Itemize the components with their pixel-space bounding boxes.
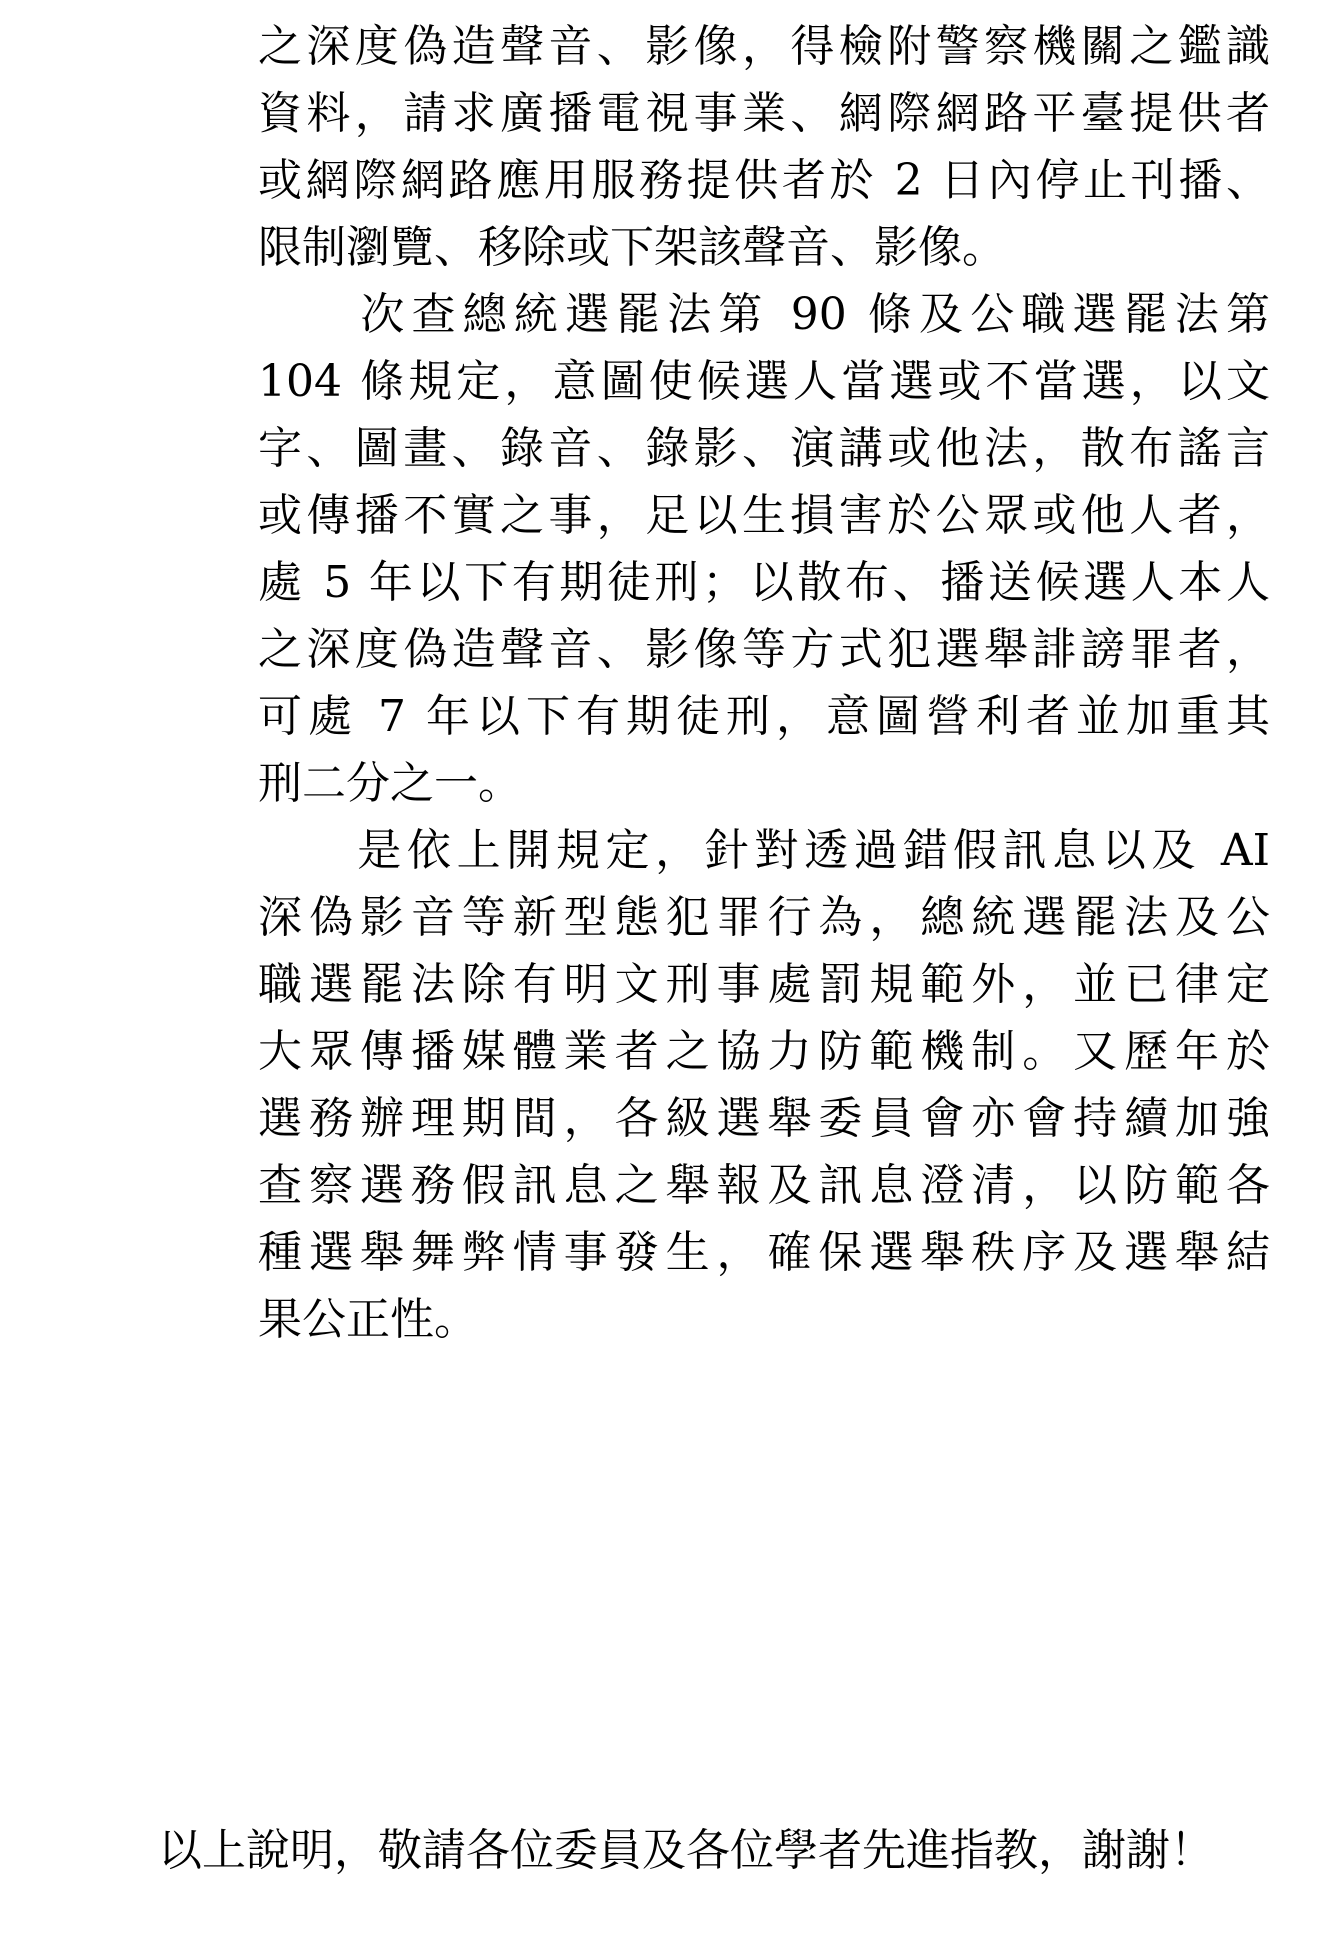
- paragraph-line: 查察選務假訊息之舉報及訊息澄清，以防範各: [258, 1160, 1270, 1211]
- paragraph-line: 選務辦理期間，各級選舉委員會亦會持續加強: [258, 1093, 1270, 1144]
- paragraph-line: 104 條規定，意圖使候選人當選或不當選，以文: [258, 356, 1270, 407]
- paragraph-line: 或傳播不實之事，足以生損害於公眾或他人者，: [258, 490, 1270, 541]
- paragraph-line: 深偽影音等新型態犯罪行為，總統選罷法及公: [258, 892, 1270, 943]
- paragraph-line: 刑二分之一。: [258, 758, 522, 809]
- closing-remark: 以上說明，敬請各位委員及各位學者先進指教，謝謝！: [158, 1825, 1214, 1876]
- paragraph-line: 大眾傳播媒體業者之協力防範機制。又歷年於: [258, 1026, 1270, 1077]
- paragraph-line: 之深度偽造聲音、影像等方式犯選舉誹謗罪者，: [258, 624, 1270, 675]
- paragraph-line: 果公正性。: [258, 1294, 478, 1345]
- paragraph-line: 次查總統選罷法第 90 條及公職選罷法第: [258, 289, 1270, 340]
- paragraph-line: 可處 7 年以下有期徒刑，意圖營利者並加重其: [258, 691, 1270, 742]
- paragraph-line: 字、圖畫、錄音、錄影、演講或他法，散布謠言: [258, 423, 1270, 474]
- paragraph-line: 資料，請求廣播電視事業、網際網路平臺提供者: [258, 88, 1270, 139]
- paragraph-line: 之深度偽造聲音、影像，得檢附警察機關之鑑識: [258, 21, 1270, 72]
- paragraph-line: 職選罷法除有明文刑事處罰規範外，並已律定: [258, 959, 1270, 1010]
- paragraph-line: 限制瀏覽、移除或下架該聲音、影像。: [258, 222, 1006, 273]
- paragraph-line: 是依上開規定，針對透過錯假訊息以及 AI: [258, 825, 1270, 876]
- paragraph-line: 種選舉舞弊情事發生，確保選舉秩序及選舉結: [258, 1227, 1270, 1278]
- paragraph-line: 處 5 年以下有期徒刑；以散布、播送候選人本人: [258, 557, 1270, 608]
- paragraph-line: 或網際網路應用服務提供者於 2 日內停止刊播、: [258, 155, 1270, 206]
